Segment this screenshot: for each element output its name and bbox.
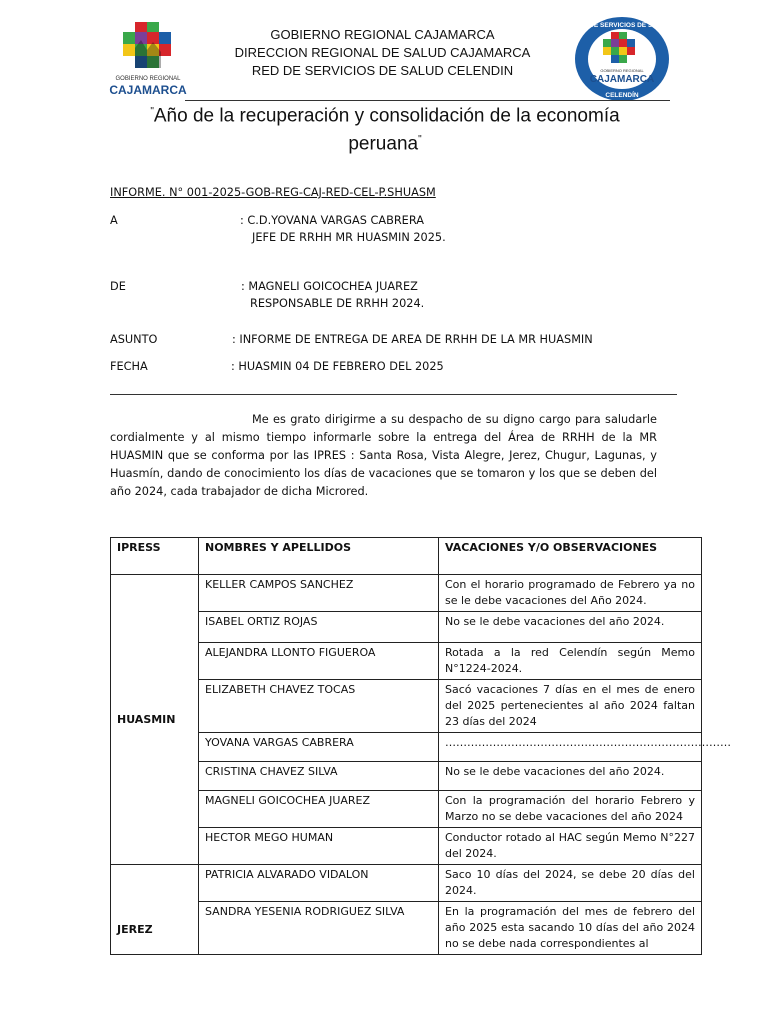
motto: "Año de la recuperación y consolidación de la economía peruana": [150, 105, 620, 155]
row-name: ISABEL ORTIZ ROJAS: [199, 612, 439, 643]
row-obs: No se le debe vacaciones del año 2024.: [439, 762, 702, 791]
de-value-2: RESPONSABLE DE RRHH 2024.: [250, 297, 425, 310]
row-name: MAGNELI GOICOCHEA JUAREZ: [199, 791, 439, 828]
row-obs: Conductor rotado al HAC según Memo N°227 del 2024.: [439, 828, 702, 865]
row-obs: Rotada a la red Celendín según Memo N°1224-2024.: [439, 643, 702, 680]
asunto-label: ASUNTO: [110, 333, 158, 346]
informe-number: INFORME. N° 001-2025-GOB-REG-CAJ-RED-CEL-P.SHUASM: [110, 186, 436, 199]
header-line-1: GOBIERNO REGIONAL CAJAMARCA: [270, 27, 495, 42]
row-obs: Con la programación del horario Febrero y Marzo no se debe vacaciones del año 2024: [439, 791, 702, 828]
red-salud-celendin-logo: [573, 16, 671, 102]
row-obs: Con el horario programado de Febrero ya no se le debe vacaciones del Año 2024.: [439, 575, 702, 612]
a-value-1: : C.D.YOVANA VARGAS CABRERA: [240, 214, 424, 227]
header-nombres: NOMBRES Y APELLIDOS: [199, 538, 439, 575]
vacaciones-table: [110, 537, 731, 955]
row-obs: Saco 10 días del 2024, se debe 20 días del 2024.: [439, 865, 702, 902]
header-ipress: IPRESS: [111, 538, 199, 575]
row-obs: En la programación del mes de febrero del año 2025 esta sacando 10 días del año 2024 no se debe nada correspondientes al: [439, 902, 702, 955]
motto-text: Año de la recuperación y consolidación de la economía peruana: [153, 105, 620, 155]
logo-left-caption-2: CAJAMARCA: [109, 83, 187, 97]
table-row: [111, 828, 702, 865]
logo-right-caption-3: CELENDÍN: [605, 92, 639, 99]
table-row: [111, 680, 702, 733]
fecha-label: FECHA: [110, 360, 148, 373]
logo-right-caption-2: CAJAMARCA: [589, 74, 655, 85]
header-vacaciones: VACACIONES Y/O OBSERVACIONES: [439, 538, 702, 575]
table-row: [111, 612, 702, 643]
row-obs: No se le debe vacaciones del año 2024.: [439, 612, 702, 643]
table-row: [111, 865, 702, 902]
a-value-2: JEFE DE RRHH MR HUASMIN 2025.: [252, 231, 446, 244]
table-row: [111, 902, 702, 955]
table-row: [111, 762, 702, 791]
row-name: PATRICIA ALVARADO VIDALON: [199, 865, 439, 902]
asunto-value: : INFORME DE ENTREGA DE AREA DE RRHH DE LA MR HUASMIN: [232, 333, 593, 346]
logo-right-ring-text: RED DE SERVICIOS DE SALUD: [573, 22, 671, 29]
header-line-2: DIRECCION REGIONAL DE SALUD CAJAMARCA: [234, 45, 531, 60]
row-obs: ……………………………………………………………………: [439, 733, 702, 762]
table-row: [111, 733, 702, 762]
ipress-huasmin: HUASMIN: [111, 575, 199, 865]
row-name: ALEJANDRA LLONTO FIGUEROA: [199, 643, 439, 680]
header-line-3: RED DE SERVICIOS DE SALUD CELENDIN: [251, 63, 514, 78]
a-label: A: [110, 214, 118, 227]
table-row: [111, 575, 702, 612]
row-name: SANDRA YESENIA RODRIGUEZ SILVA: [199, 902, 439, 955]
de-value-1: : MAGNELI GOICOCHEA JUAREZ: [241, 280, 418, 293]
gobierno-regional-logo: [105, 18, 191, 98]
fecha-value: : HUASMIN 04 DE FEBRERO DEL 2025: [231, 360, 444, 373]
row-name: CRISTINA CHAVEZ SILVA: [199, 762, 439, 791]
row-name: YOVANA VARGAS CABRERA: [199, 733, 439, 762]
row-name: HECTOR MEGO HUMAN: [199, 828, 439, 865]
row-name: ELIZABETH CHAVEZ TOCAS: [199, 680, 439, 733]
table-row: [111, 791, 702, 828]
table-header-row: [111, 538, 702, 575]
ipress-jerez: JEREZ: [111, 865, 199, 955]
row-obs: Sacó vacaciones 7 días en el mes de enero del 2025 pertenecientes al año 2024 faltan 23 días del 2024: [439, 680, 702, 733]
row-name: KELLER CAMPOS SANCHEZ: [199, 575, 439, 612]
section-divider: [110, 394, 677, 395]
body-paragraph: Me es grato dirigirme a su despacho de su digno cargo para saludarle cordialmente y al mismo tiempo informarle sobre la entrega del Área de RRHH de la MR HUASMIN que se conforma por las IPRES : Santa Rosa, Vista Alegre, Jerez, Chugur, Lagunas, y Huasmín, dando de conocimiento los días de vacaciones que se tomaron y los que se deben del año 2024, cada trabajador de dicha Microred.: [110, 413, 657, 498]
logo-left-caption-1: GOBIERNO REGIONAL: [115, 76, 181, 82]
de-label: DE: [110, 280, 126, 293]
logo-right-caption-1: GOBIERNO REGIONAL: [600, 68, 644, 73]
table-row: [111, 643, 702, 680]
